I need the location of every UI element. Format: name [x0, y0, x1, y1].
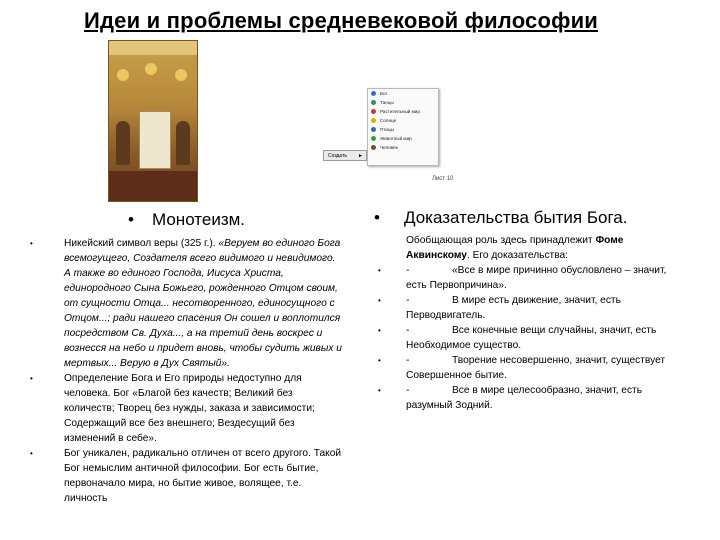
menu-item[interactable]: Растительный мир	[368, 107, 438, 116]
bullet-icon: •	[128, 210, 134, 229]
left-bullet-list	[22, 236, 344, 506]
bullet-icon: •	[378, 356, 381, 365]
monotheism-heading: • Монотеизм.	[128, 210, 246, 229]
menu-item[interactable]: Бог	[368, 89, 438, 98]
context-menu-screenshot	[323, 88, 443, 166]
menu-icon	[371, 136, 376, 141]
bullet-icon: •	[378, 296, 381, 305]
menu-icon	[371, 118, 376, 123]
list-item: • - Все в мире целесообразно, значит, есть разумный Зодний.	[378, 385, 643, 411]
bullet-icon: •	[374, 208, 380, 227]
page-title: Идеи и проблемы средневековой философии	[84, 8, 599, 33]
bullet-icon: •	[378, 386, 381, 395]
menu-item[interactable]: Солнце	[368, 116, 438, 125]
list-item: • Бог уникален, радикально отличен от всего другого. Такой Бог немыслим античной философии. Бог есть бытие, первоначало мира, но бытие живое, волящее, т.е. личность	[30, 448, 342, 504]
nicaea-council-icon-image	[108, 40, 198, 202]
proofs-heading: • Доказательства бытия Бога.	[374, 208, 628, 227]
create-menu-label: Создать	[328, 153, 348, 159]
submenu-arrow-icon: ►	[358, 153, 363, 159]
create-menu-button[interactable]	[323, 150, 367, 161]
menu-icon	[371, 145, 376, 150]
list-item: • - Все конечные вещи случайны, значит, есть Необходимое существо.	[378, 325, 657, 351]
menu-item[interactable]: Птицы	[368, 125, 438, 134]
figure-note: Лист 10	[432, 176, 454, 182]
menu-icon	[371, 91, 376, 96]
bullet-icon: •	[30, 449, 33, 458]
list-item: • - В мире есть движение, значит, есть Перводвигатель.	[378, 295, 621, 321]
menu-item[interactable]: Человек	[368, 143, 438, 152]
context-menu	[367, 88, 439, 166]
menu-icon	[371, 109, 376, 114]
list-item: • Определение Бога и Его природы недоступно для человека. Бог «Благой без качеств; Великий без количеств; Творец без нужды, заказа и зависимости; Содержащий все без внешнего; Вездесущий без изменений в себе».	[30, 373, 315, 444]
list-item: • Никейский символ веры (325 г.). «Веруем во единого Бога всемогущего, Создателя всего видимого и невидимого. А также во единого Господа, Иисуса Христа, единородного Сына Божьего, рожденного Отцом своим, от сущности Отца... несотворенного, единосущного с Отцом...; ради нашего спасения Он сошел и воплотился посредством Св. Духа..., а на третий день воскрес и вознесся на небо и придет вновь, чтобы судить живых и мертвых... Верую в Дух Святый».	[30, 238, 342, 369]
menu-item[interactable]: Животный мир	[368, 134, 438, 143]
bullet-icon: •	[30, 239, 33, 248]
bullet-icon: •	[30, 374, 33, 383]
proofs-intro: Обобщающая роль здесь принадлежит Фоме Аквинскому. Его доказательства:	[406, 235, 624, 261]
menu-icon	[371, 100, 376, 105]
bullet-icon: •	[378, 266, 381, 275]
menu-icon	[371, 127, 376, 132]
list-item: • - «Все в мире причинно обусловлено – значит, есть Первопричина».	[378, 265, 667, 291]
bullet-icon: •	[378, 326, 381, 335]
list-item: • - Творение несовершенно, значит, существует Совершенное бытие.	[378, 355, 666, 381]
proofs-list	[378, 233, 678, 413]
menu-item[interactable]: Танцы	[368, 98, 438, 107]
